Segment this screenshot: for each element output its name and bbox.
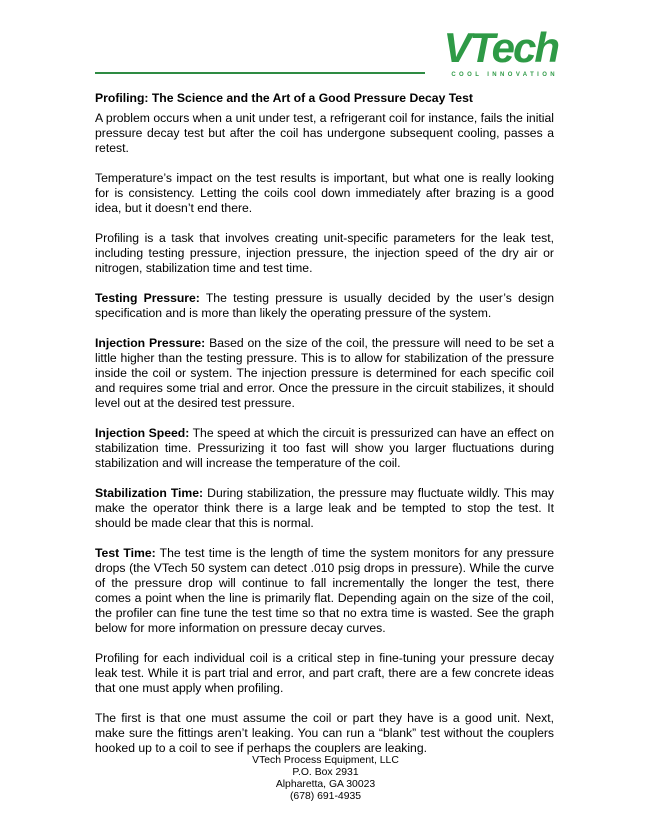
paragraph-text: Profiling for each individual coil is a critical step in fine-tuning your pressure decay leak test. While it is part trial and error, and part craft, there are a few concrete ideas that one must apply when profiling. <box>95 651 554 695</box>
document-body <box>95 91 554 771</box>
header-rule <box>95 72 425 74</box>
paragraph-text: Profiling is a task that involves creating unit-specific parameters for the leak test, including testing pressure, injection pressure, the injection speed of the dry air or nitrogen, stabilization time and test time. <box>95 231 554 275</box>
paragraph-injection-pressure <box>95 336 554 411</box>
footer-company: VTech Process Equipment, LLC <box>252 755 399 766</box>
paragraph-profiling-definition <box>95 231 554 276</box>
footer-po-box: P.O. Box 2931 <box>292 767 359 778</box>
paragraph-text: A problem occurs when a unit under test, a refrigerant coil for instance, fails the initial pressure decay test but after the coil has undergone subsequent cooling, passes a retest. <box>95 111 554 155</box>
logo-wordmark: VTech <box>443 24 558 71</box>
term-test-time: Test Time: <box>95 546 156 560</box>
paragraph-text: The test time is the length of time the system monitors for any pressure drops (the VTech 50 system can detect .010 psig drops in pressure). While the curve of the pressure drop will continue to fall incrementally the longer the test, there comes a point when the line is primarily flat. Depending again on the size of the coil, the profiler can fine tune the test time so that no extra time is wasted. See the graph below for more information on pressure decay curves. <box>95 546 554 635</box>
paragraph-testing-pressure <box>95 291 554 321</box>
term-injection-pressure: Injection Pressure: <box>95 336 206 350</box>
term-testing-pressure: Testing Pressure: <box>95 291 200 305</box>
footer-phone: (678) 691-4935 <box>289 791 362 802</box>
term-stabilization-time: Stabilization Time: <box>95 486 204 500</box>
paragraph-text: Temperature’s impact on the test results is important, but what one is really looking for is consistency. Letting the coils cool down immediately after brazing is a good idea, but it doesn’t end there. <box>95 171 554 215</box>
paragraph-text: Based on the size of the coil, the pressure will need to be set a little higher than the testing pressure. This is to allow for stabilization of the pressure inside the coil or system. The injection pressure is determined for each specific coil and requires some trial and error. Once the pressure in the circuit stabilizes, it should level out at the desired test pressure. <box>95 336 554 410</box>
paragraph-stabilization-time <box>95 486 554 531</box>
paragraph-intro <box>95 111 554 156</box>
paragraph-injection-speed <box>95 426 554 471</box>
vtech-logo <box>420 24 558 80</box>
term-injection-speed: Injection Speed: <box>95 426 190 440</box>
footer-city: Alpharetta, GA 30023 <box>275 779 376 790</box>
paragraph-text: The first is that one must assume the coil or part they have is a good unit. Next, make sure the fittings aren’t leaking. You can run a “blank” test without the couplers hooked up to a coil to see if perhaps the couplers are leaking. <box>95 711 554 755</box>
paragraph-text: The speed at which the circuit is pressurized can have an effect on stabilization time. Pressurizing it too fast will show you larger fluctuations during stabilization and will increase the temperature of the coil. <box>95 426 554 470</box>
logo-tagline: COOL INNOVATION <box>451 72 558 78</box>
footer-address <box>0 755 651 803</box>
paragraph-text: During stabilization, the pressure may fluctuate wildly. This may make the operator think there is a large leak and be tempted to stop the test. It should be made clear that this is normal. <box>95 486 554 530</box>
paragraph-test-time <box>95 546 554 636</box>
paragraph-first-steps <box>95 711 554 756</box>
paragraph-text: The testing pressure is usually decided by the user’s design specification and is more than likely the operating pressure of the system. <box>95 291 554 320</box>
document-title: Profiling: The Science and the Art of a Good Pressure Decay Test <box>95 91 473 105</box>
paragraph-profiling-importance <box>95 651 554 696</box>
paragraph-temperature <box>95 171 554 216</box>
